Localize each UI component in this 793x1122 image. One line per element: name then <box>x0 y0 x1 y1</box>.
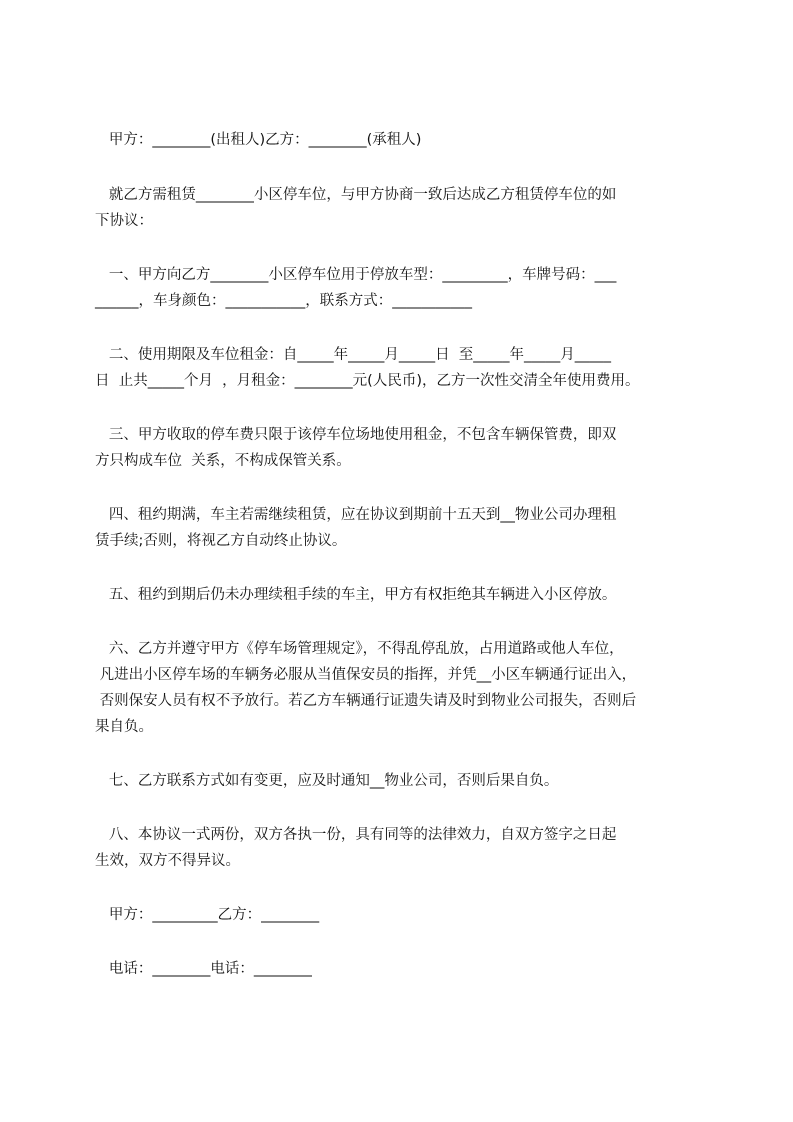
party-line: 甲方：________(出租人)乙方：________(承租人) <box>95 132 422 148</box>
clause-4-line-1: 四、租约期满，车主若需继续租赁，应在协议到期前十五天到__物业公司办理租 <box>95 507 617 523</box>
clause-4-line-2: 赁手续;否则，将视乙方自动终止协议。 <box>95 533 347 549</box>
clause-3-line-2: 方只构成车位 关系，不构成保管关系。 <box>95 453 351 469</box>
clause-6-line-3: 否则保安人员有权不予放行。若乙方车辆通行证遗失请及时到物业公司报失，否则后 <box>95 693 637 709</box>
preamble-line-2: 下协议： <box>95 213 153 229</box>
clause-8-line-1: 八、本协议一式两份，双方各执一份，具有同等的法律效力，自双方签字之日起 <box>95 827 617 843</box>
clause-6-line-2: 凡进出小区停车场的车辆务必服从当值保安员的指挥，并凭__小区车辆通行证出入， <box>95 667 637 683</box>
clause-1-line-1: 一、甲方向乙方________小区停车位用于停放车型：_________，车牌号码：___ <box>95 267 617 283</box>
clause-2-line-2: 日 止共_____个月 ，月租金：________元(人民币)，乙方一次性交清全年使用费用。 <box>95 373 640 389</box>
phone-line: 电话：________电话：________ <box>95 961 312 977</box>
signature-line: 甲方：_________乙方：________ <box>95 907 320 923</box>
clause-6-line-1: 六、乙方并遵守甲方《停车场管理规定》，不得乱停乱放，占用道路或他人车位， <box>95 641 624 657</box>
clause-7-line-1: 七、乙方联系方式如有变更，应及时通知__物业公司，否则后果自负。 <box>95 773 559 789</box>
clause-1-line-2: ______，车身颜色：___________，联系方式：___________ <box>95 293 472 309</box>
clause-3-line-1: 三、甲方收取的停车费只限于该停车位场地使用租金，不包含车辆保管费，即双 <box>95 427 617 443</box>
clause-8-line-2: 生效，双方不得异议。 <box>95 853 240 869</box>
clause-5-line-1: 五、租约到期后仍未办理续租手续的车主，甲方有权拒绝其车辆进入小区停放。 <box>95 587 617 603</box>
preamble-line-1: 就乙方需租赁________小区停车位，与甲方协商一致后达成乙方租赁停车位的如 <box>95 187 617 203</box>
clause-2-line-1: 二、使用期限及车位租金：自_____年_____月_____日 至_____年_____月_____ <box>95 347 612 363</box>
clause-6-line-4: 果自负。 <box>95 719 153 735</box>
